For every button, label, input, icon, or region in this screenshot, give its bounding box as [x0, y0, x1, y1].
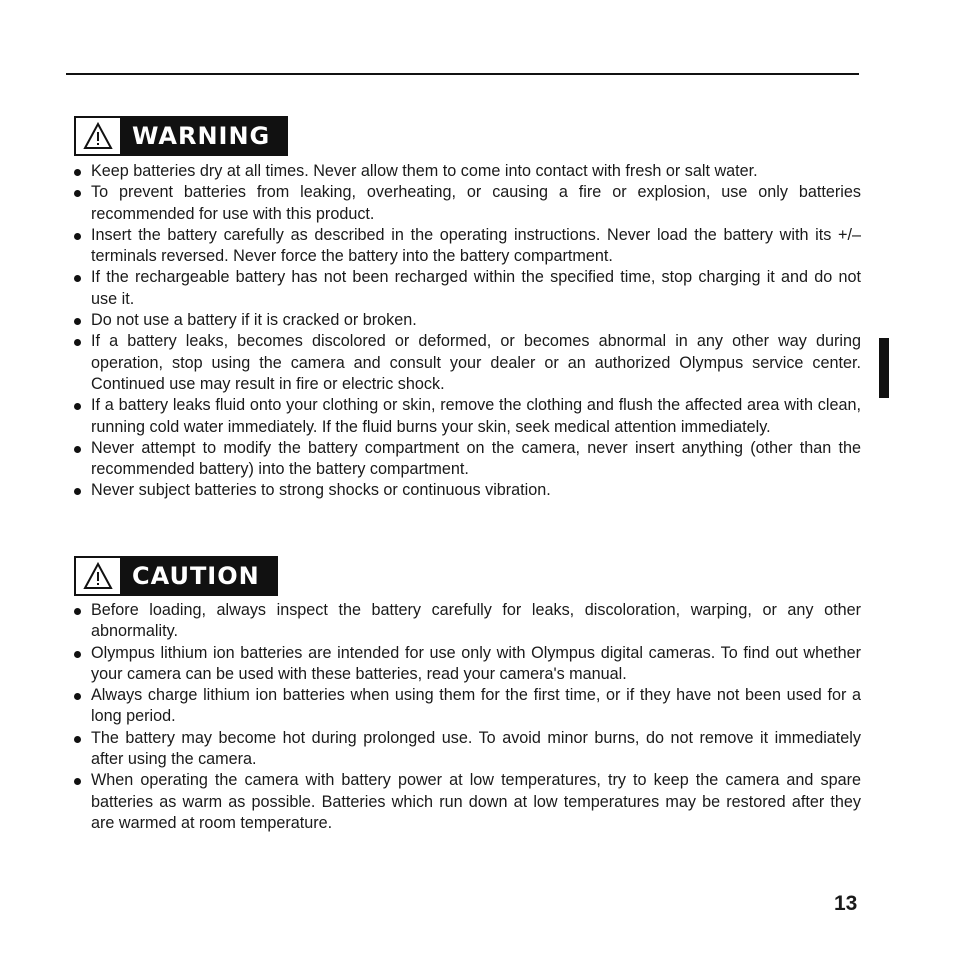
list-item: Olympus lithium ion batteries are intended for use only with Olympus digital cameras. To find out whether your camera can be used with these batteries, read your camera's manual.	[73, 643, 861, 686]
warning-triangle-icon	[76, 118, 120, 154]
warning-heading-label: WARNING	[120, 118, 286, 154]
caution-list	[73, 600, 861, 834]
top-rule	[66, 73, 859, 75]
warning-heading	[74, 116, 288, 156]
list-item: When operating the camera with battery power at low temperatures, try to keep the camera and spare batteries as warm as possible. Batteries which run down at low temperatures may be restored after they are warmed at room temperature.	[73, 770, 861, 834]
list-item: Keep batteries dry at all times. Never allow them to come into contact with fresh or salt water.	[73, 161, 861, 182]
list-item: If a battery leaks, becomes discolored or deformed, or becomes abnormal in any other way during operation, stop using the camera and consult your dealer or an authorized Olympus service center. Continued use may result in fire or electric shock.	[73, 331, 861, 395]
warning-triangle-icon	[76, 558, 120, 594]
caution-heading-label: CAUTION	[120, 558, 276, 594]
list-item: The battery may become hot during prolonged use. To avoid minor burns, do not remove it immediately after using the camera.	[73, 728, 861, 771]
list-item: If a battery leaks fluid onto your clothing or skin, remove the clothing and flush the affected area with clean, running cold water immediately. If the fluid burns your skin, seek medical attention immediately.	[73, 395, 861, 438]
list-item: Never attempt to modify the battery compartment on the camera, never insert anything (other than the recommended battery) into the battery compartment.	[73, 438, 861, 481]
list-item: Never subject batteries to strong shocks or continuous vibration.	[73, 480, 861, 501]
list-item: Always charge lithium ion batteries when using them for the first time, or if they have not been used for a long period.	[73, 685, 861, 728]
caution-heading	[74, 556, 278, 596]
list-item: If the rechargeable battery has not been recharged within the specified time, stop charging it and do not use it.	[73, 267, 861, 310]
list-item: Insert the battery carefully as described in the operating instructions. Never load the battery with its +/– terminals reversed. Never force the battery into the battery compartment.	[73, 225, 861, 268]
warning-list	[73, 161, 861, 502]
list-item: Do not use a battery if it is cracked or broken.	[73, 310, 861, 331]
list-item: To prevent batteries from leaking, overheating, or causing a fire or explosion, use only batteries recommended for use with this product.	[73, 182, 861, 225]
page-number: 13	[834, 892, 858, 915]
list-item: Before loading, always inspect the battery carefully for leaks, discoloration, warping, or any other abnormality.	[73, 600, 861, 643]
section-tab-marker	[879, 338, 889, 398]
